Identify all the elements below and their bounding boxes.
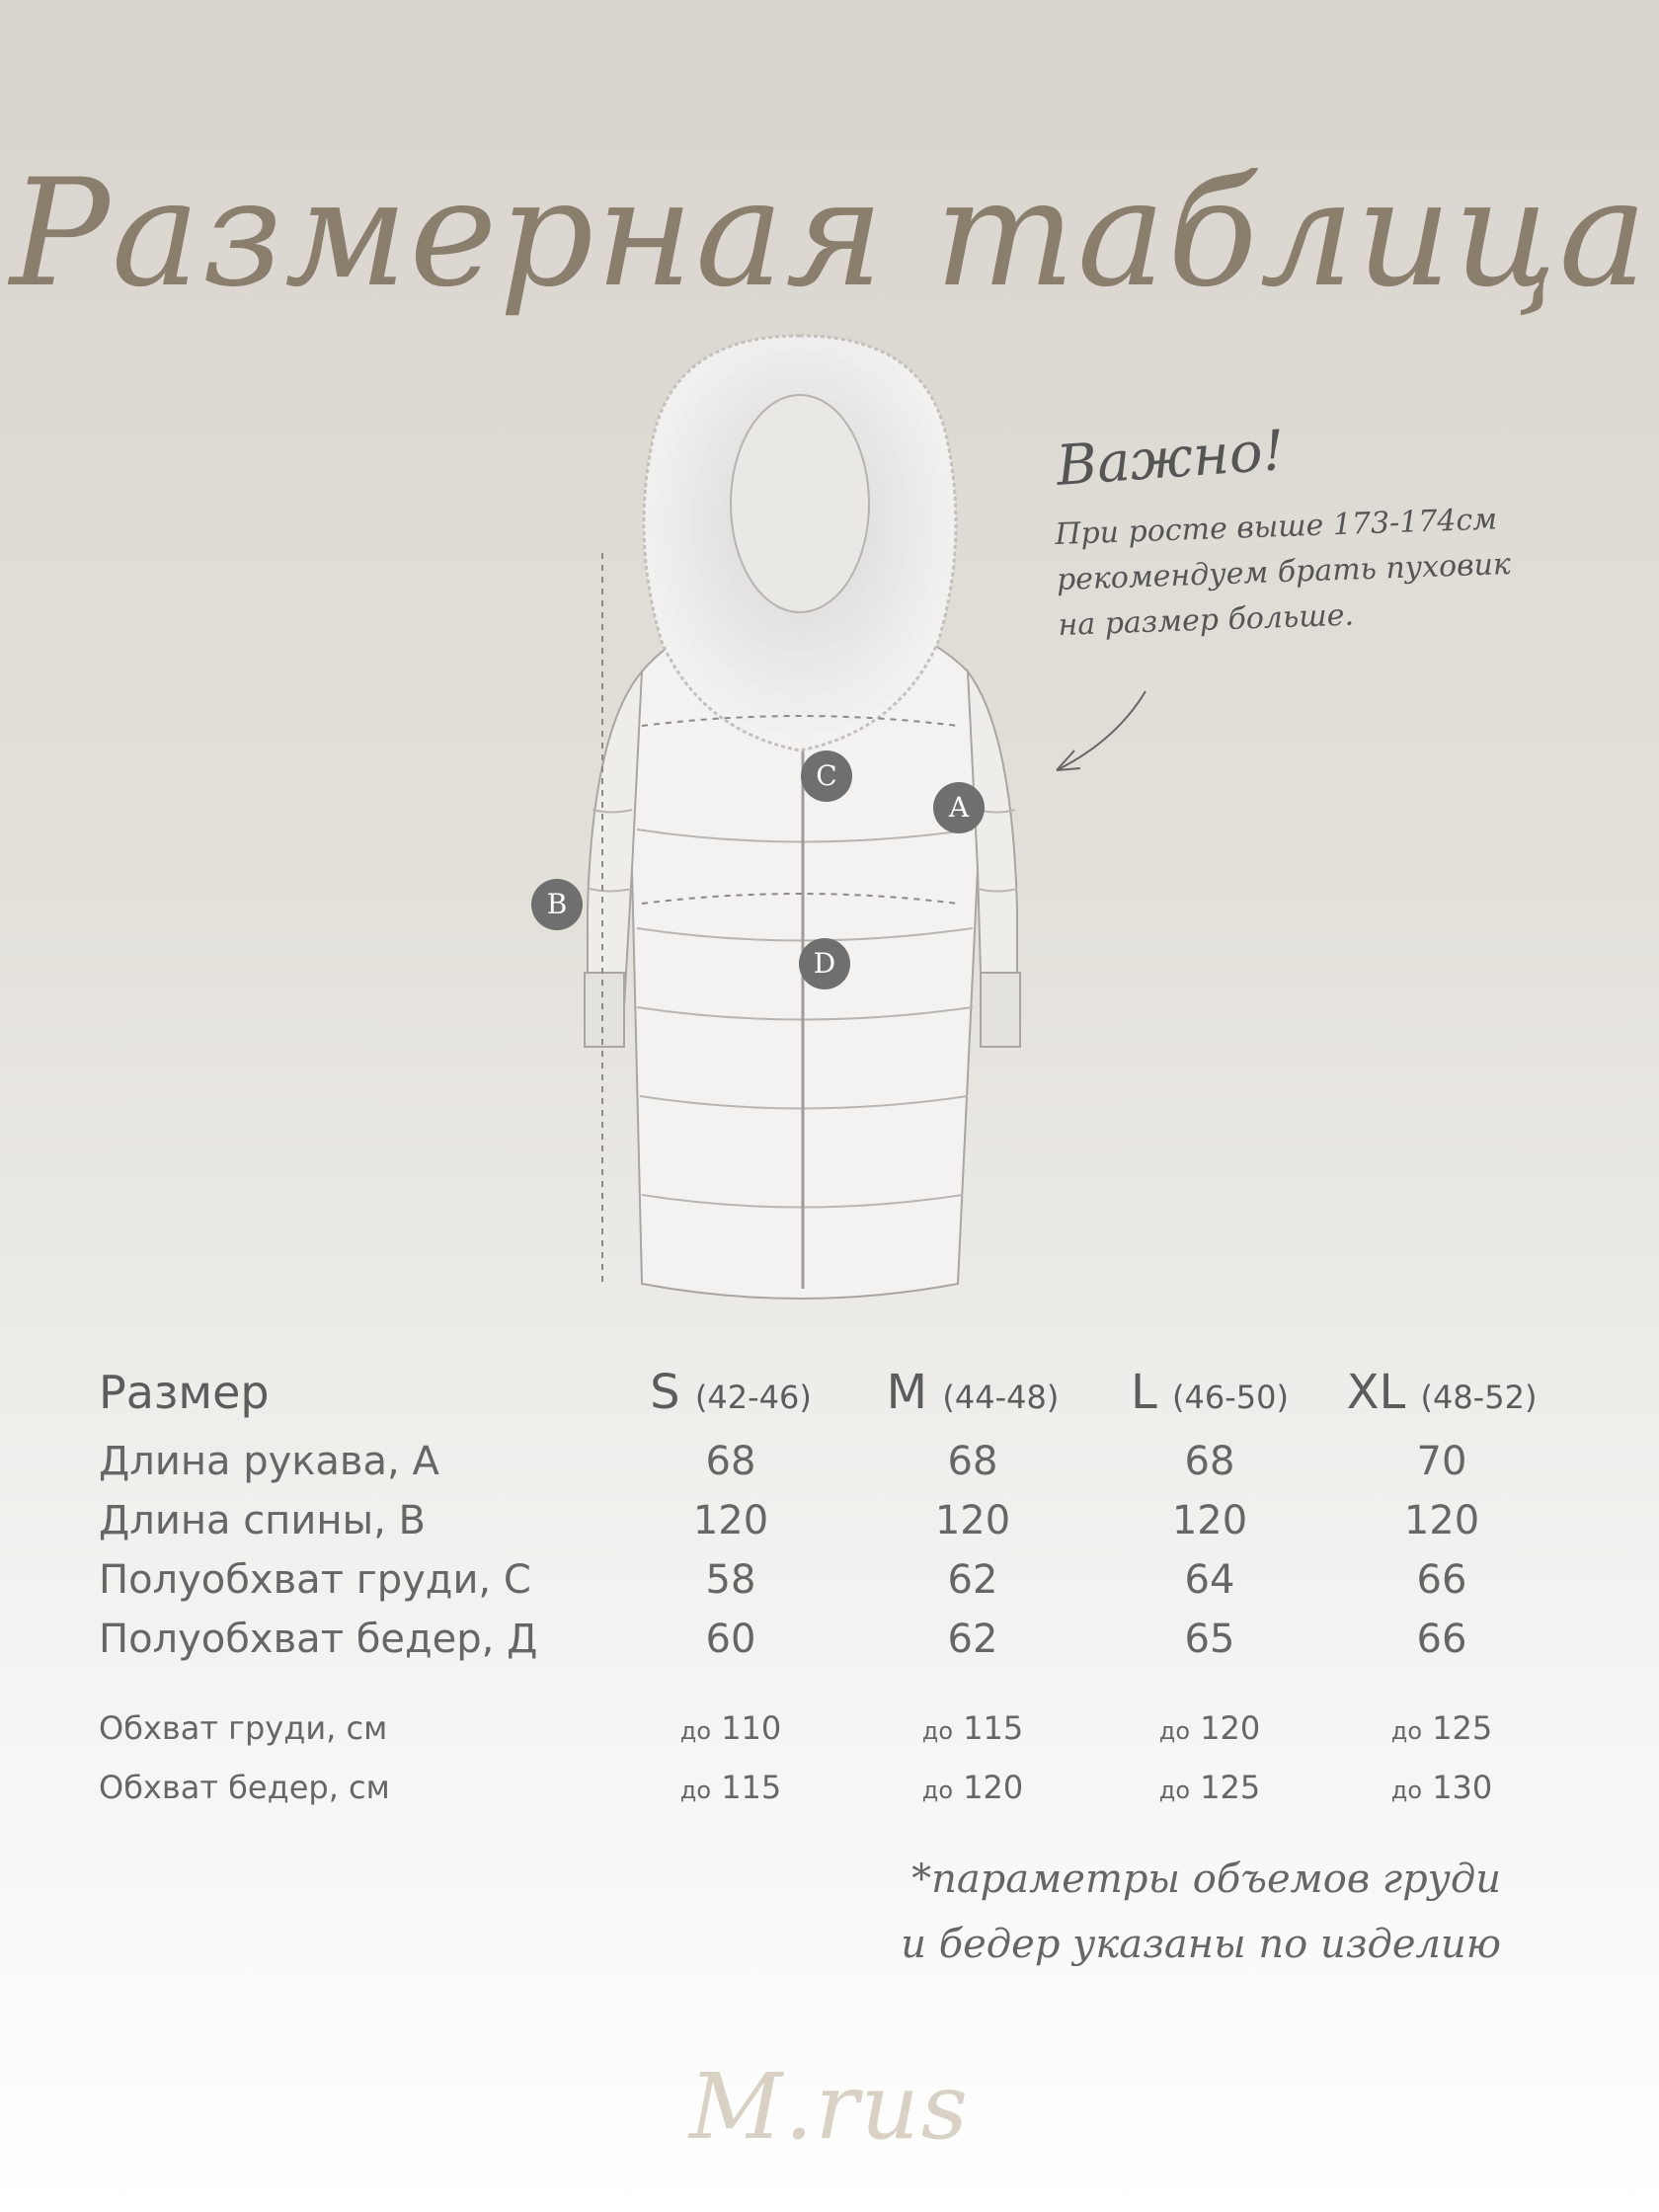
right-cuff bbox=[981, 973, 1020, 1047]
page-title: Размерная таблица bbox=[10, 148, 1649, 320]
marker-d: D bbox=[799, 938, 850, 989]
table-row: Обхват груди, см до 110 до 115 до 120 до 125 bbox=[99, 1709, 1493, 1747]
note-arrow-icon bbox=[1047, 681, 1165, 780]
size-col-m: M (44-48) bbox=[886, 1365, 1060, 1420]
hood-opening bbox=[731, 395, 869, 612]
note-line: При росте выше 173-174см bbox=[1054, 502, 1498, 553]
brand-logo: M.rus bbox=[689, 2054, 970, 2160]
footnote bbox=[901, 1847, 1501, 1977]
table-row: Длина спины, В 120 120 120 120 bbox=[99, 1498, 1480, 1543]
size-col-l: L (46-50) bbox=[1131, 1365, 1289, 1420]
table-row: Полуобхват бедер, Д 60 62 65 66 bbox=[99, 1617, 1467, 1662]
table-row: Длина рукава, А 68 68 68 70 bbox=[99, 1439, 1467, 1484]
size-header-label: Размер bbox=[99, 1366, 270, 1419]
footnote-line: *параметры объемов груди bbox=[911, 1856, 1501, 1902]
note-line: рекомендуем брать пуховик bbox=[1056, 546, 1512, 597]
left-cuff bbox=[585, 973, 624, 1047]
table-row: Обхват бедер, см до 115 до 120 до 125 до 130 bbox=[99, 1769, 1493, 1806]
size-col-xl: XL (48-52) bbox=[1346, 1365, 1538, 1420]
coat-illustration bbox=[494, 316, 1106, 1304]
size-table bbox=[99, 1353, 1560, 1817]
note-body bbox=[1055, 493, 1612, 648]
marker-a: A bbox=[933, 782, 985, 833]
note-line: на размер больше. bbox=[1057, 597, 1355, 643]
note-heading: Важно! bbox=[1054, 418, 1288, 499]
size-header-row bbox=[99, 1353, 1560, 1432]
table-row: Полуобхват груди, С 58 62 64 66 bbox=[99, 1557, 1467, 1603]
footnote-line: и бедер указаны по изделию bbox=[901, 1922, 1501, 1967]
marker-c: C bbox=[801, 750, 852, 802]
size-col-s: S (42-46) bbox=[650, 1365, 812, 1420]
important-note bbox=[1054, 418, 1610, 649]
marker-b: B bbox=[531, 879, 583, 930]
coat-sketch bbox=[494, 316, 1106, 1304]
